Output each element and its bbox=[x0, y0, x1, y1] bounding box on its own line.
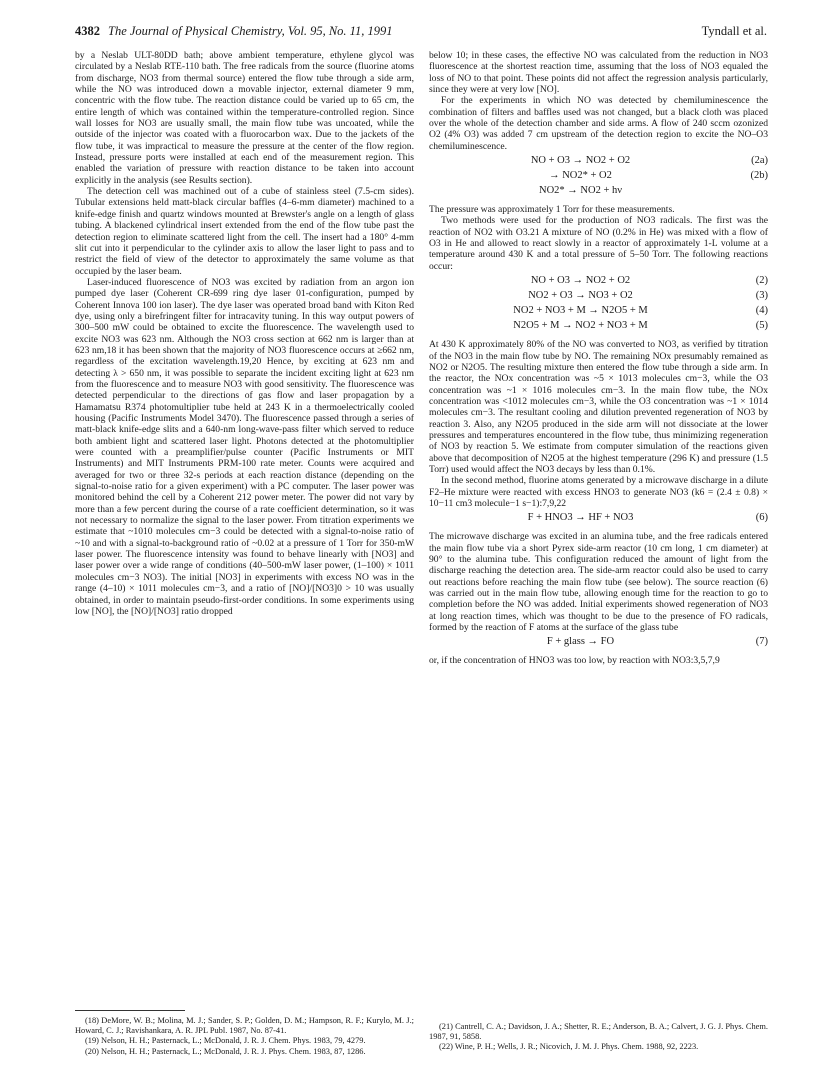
equation-block bbox=[429, 275, 768, 335]
equation-text: F + HNO3 → HF + NO3 bbox=[527, 512, 634, 524]
equation-text: NO + O3 → NO2 + O2 bbox=[530, 275, 631, 287]
footnotes-left bbox=[75, 1010, 414, 1057]
equation bbox=[429, 155, 768, 170]
equation bbox=[429, 636, 768, 651]
paragraph: The detection cell was machined out of a cube of stainless steel (7.5-cm sides). Tubular extensions held matt-black circular baffles (4–6-mm diameter) machined to a knife-edge finish and quartz windows mounted at Brewster's angle on a length of glass tubing. A blackened cylindrical insert extended from the end of the flow tube past the detection region to eliminate scattered light from the cell. The insert had a 180° 4-mm slit cut into it perpendicular to the cylinder axis to allow the laser light to pass and to restrict the field of view of the detector to approximately the same volume as that occupied by the laser beam. bbox=[75, 186, 414, 277]
paragraph: The pressure was approximately 1 Torr for these measurements. bbox=[429, 204, 675, 216]
equation bbox=[429, 170, 768, 185]
footnote: (18) DeMore, W. B.; Molina, M. J.; Sander, S. P.; Golden, D. M.; Hampson, R. F.; Kurylo, M. J.; Howard, C. J.; Ravishankara, A. R. JPL Publ. 1987, No. 87-41. bbox=[75, 1016, 414, 1035]
equation-number: (6) bbox=[755, 512, 768, 524]
page-header bbox=[75, 24, 767, 44]
equation bbox=[429, 320, 768, 335]
equation-text: NO2 + O3 → NO3 + O2 bbox=[528, 290, 633, 302]
equation-text: NO + O3 → NO2 + O2 bbox=[530, 155, 631, 167]
equation-number: (2) bbox=[755, 275, 768, 287]
equation-block bbox=[429, 512, 768, 527]
equation-number: (4) bbox=[755, 305, 768, 317]
paragraph: below 10; in these cases, the effective NO was calculated from the reduction in NO3 fluorescence at the shortest reaction time, assuming that the loss of NO3 equaled the loss of NO to that point. These points did not affect the regression analysis particularly, since they were at very low [NO]. bbox=[429, 50, 768, 96]
equation bbox=[429, 512, 768, 527]
paragraph: by a Neslab ULT-80DD bath; above ambient temperature, ethylene glycol was circulated by a Neslab RTE-110 bath. The free radicals from the source (fluorine atoms from discharge, NO3 from thermal source) entered the flow tube through a side arm, while the NO was introduced down a movable injector, external diameter 9 mm, concentric with the flow tube. The reaction distance could be varied up to 65 cm, the entire length of which was contained within the temperature-controlled region. Since wall losses for NO3 are usually small, the main flow tube was uncoated, while the outside of the injector was coated with a fluorocarbon wax. Due to the jackets of the flow tube, it was impractical to measure the pressure at the center of the flow region. Instead, pressure ports were installed at each end of the measurement region. This enabled the variation of pressure with reaction distance to be taken into account explicitly in the analysis (see Results section). bbox=[75, 50, 414, 186]
left-column bbox=[75, 50, 414, 617]
equation bbox=[429, 305, 768, 320]
paragraph: The microwave discharge was excited in an alumina tube, and the free radicals entered the main flow tube via a short Pyrex side-arm reactor (10 cm long, 1 cm diameter) at 90° to the alumina tube. This configuration reduced the amount of light from the discharge reaching the detection area. The side-arm reactor could also be used to carry out reactions before reaching the main flow tube (see below). The source reaction (6) was carried out in the main flow tube, allowing enough time for the reaction to go to completion before the NO was added. Initial experiments showed regeneration of NO3 at long reaction times, which was thought to be due to the presence of FO radicals, formed by the reaction of F atoms at the surface of the glass tube bbox=[429, 531, 768, 634]
footnote-rule bbox=[75, 1010, 185, 1011]
footnote: (22) Wine, P. H.; Wells, J. R.; Nicovich, J. M. J. Phys. Chem. 1988, 92, 2223. bbox=[439, 1042, 699, 1052]
equation-text: NO2 + NO3 + M → N2O5 + M bbox=[513, 305, 648, 317]
equation-text: F + glass → FO bbox=[546, 636, 615, 648]
footnote: (21) Cantrell, C. A.; Davidson, J. A.; Shetter, R. E.; Anderson, B. A.; Calvert, J. G. J. Phys. Chem. 1987, 91, 5858. bbox=[429, 1022, 768, 1041]
equation-block bbox=[429, 155, 768, 200]
equation-number: (3) bbox=[755, 290, 768, 302]
footnotes-right bbox=[429, 1022, 768, 1053]
paragraph: or, if the concentration of HNO3 was too low, by reaction with NO3:3,5,7,9 bbox=[429, 655, 720, 667]
journal-title: The Journal of Physical Chemistry, Vol. 95, No. 11, 1991 bbox=[108, 24, 393, 38]
paragraph: In the second method, fluorine atoms generated by a microwave discharge in a dilute F2–He mixture were reacted with excess HNO3 to generate NO3 (k6 = (2.4 ± 0.8) × 10−11 cm3 molecule−1 s−1):7,9,22 bbox=[429, 475, 768, 509]
equation bbox=[429, 185, 768, 200]
footnote: (19) Nelson, H. H.; Pasternack, L.; McDonald, J. R. J. Chem. Phys. 1983, 79, 4279. bbox=[85, 1036, 366, 1046]
paragraph: Laser-induced fluorescence of NO3 was excited by radiation from an argon ion pumped dye laser (Coherent CR-699 ring dye laser 01-configuration, pumped by Coherent Innova 100 ion laser). The dye laser was operated broad band with Kiton Red dye, using only a birefringent filter for intracavity tuning. In this way output powers of 300–500 mW could be obtained to excite the fluorescence. The wavelength used to excite NO3 was 623 nm. Although the NO3 cross section at 662 nm is larger than at 623 nm,18 it has been shown that the majority of NO3 fluorescence occurs at ≥662 nm, regardless of the excitation wavelength.19,20 Hence, by exciting at 623 nm and detecting λ > 650 nm, it was possible to separate the incident exciting light at 623 nm from the fluorescence and to measure NO3 with good sensitivity. The fluorescence was detected perpendicular to the directions of gas flow and laser propagation by a Hamamatsu R374 photomultiplier tube held at 243 K in a thermoelectrically cooled housing (Pacific Instruments Model 3470). The fluorescence passed through a series of matt-black knife-edge slits and a 640-nm long-wave-pass filter which served to reduce both ambient light and scattered laser light. Photons detected at the photomultiplier were counted with a preamplifier/pulse counter (Pacific Instruments or MIT Instruments) and MIT Instruments PRM-100 rate meter. Counts were acquired and averaged for two or three 32-s periods at each reaction distance (depending on the signal-to-noise ratio for a given experiment) with a PC computer. The laser power was monitored behind the cell by a Coherent 212 power meter. The power did not vary by more than a few percent during the course of a rate coefficient determination, so it was not necessary to normalize the signal to the laser power. From titration experiments we estimate that ~1010 molecules cm−3 could be detected with a signal-to-noise ratio of ~10 and with a signal-to-background ratio of ~0.02 at a pressure of 1 Torr for 350-mW laser power. The fluorescence intensity was found to behave linearly with [NO3] and laser power over a wide range of conditions (40–500-mW laser power, (1–100) × 1011 molecules cm−3 NO3). The initial [NO3] in experiments with excess NO was in the range (4–10) × 1011 molecules cm−3, and a ratio of [NO]/[NO3]0 > 10 was usually obtained, in order to maintain pseudo-first-order conditions. In some experiments using low [NO], the [NO]/[NO3] ratio dropped bbox=[75, 276, 414, 617]
equation-number: (2a) bbox=[751, 155, 768, 167]
equation-number: (7) bbox=[755, 636, 768, 648]
equation-block bbox=[429, 636, 768, 651]
equation-text: NO2* → NO2 + hν bbox=[538, 185, 622, 197]
equation-number: (2b) bbox=[750, 170, 768, 182]
page-number: 4382 bbox=[75, 24, 100, 38]
equation bbox=[429, 275, 768, 290]
equation-number: (5) bbox=[755, 320, 768, 332]
right-column bbox=[429, 50, 768, 667]
paragraph: For the experiments in which NO was detected by chemiluminescence the combination of filters and baffles used was not changed, but a black cloth was placed over the whole of the detection chamber and side arms. A flow of 240 sccm ozonized O2 (4% O3) was added 7 cm upstream of the detection region to excite the NO–O3 chemiluminescence. bbox=[429, 95, 768, 152]
running-authors: Tyndall et al. bbox=[701, 24, 767, 38]
equation-text: N2O5 + M → NO2 + NO3 + M bbox=[513, 320, 648, 332]
equation bbox=[429, 290, 768, 305]
equation-text: → NO2* + O2 bbox=[549, 170, 612, 182]
paragraph: At 430 K approximately 80% of the NO was converted to NO3, as verified by titration of the NO3 in the main flow tube by NO. The remaining NOx presumably remained as NO2 or N2O5. The resulting mixture then entered the flow tube through a side arm. In the reactor, the NOx concentration was ~5 × 1013 molecules cm−3, while the O3 concentration was ~1 × 1016 molecules cm−3. In the main flow tube, the NOx concentration was <1012 molecules cm−3, while the O3 concentration was ~1 × 1014 molecules cm−3. The resultant cooling and dilution prevented regeneration of NO3 by reaction 3. Also, any N2O5 produced in the side arm will not dissociate at the lower pressures and temperatures encountered in the flow tube, thus minimizing regeneration of NO3 by reaction 5. We estimate from computer simulation of the reactions given above that decomposition of N2O5 at the highest temperature (296 K) and pressure (1.5 Torr) used would affect the NO3 decays by less than 0.1%. bbox=[429, 339, 768, 475]
footnote: (20) Nelson, H. H.; Pasternack, L.; McDonald, J. R. J. Phys. Chem. 1983, 87, 1286. bbox=[85, 1046, 366, 1056]
paragraph: Two methods were used for the production of NO3 radicals. The first was the reaction of NO2 with O3.21 A mixture of NO (0.2% in He) was mixed with a flow of O3 in He and allowed to react slowly in a reactor of approximately 1-L volume at a temperature around 430 K and a total pressure of 5–50 Torr. The following reactions occur: bbox=[429, 215, 768, 272]
